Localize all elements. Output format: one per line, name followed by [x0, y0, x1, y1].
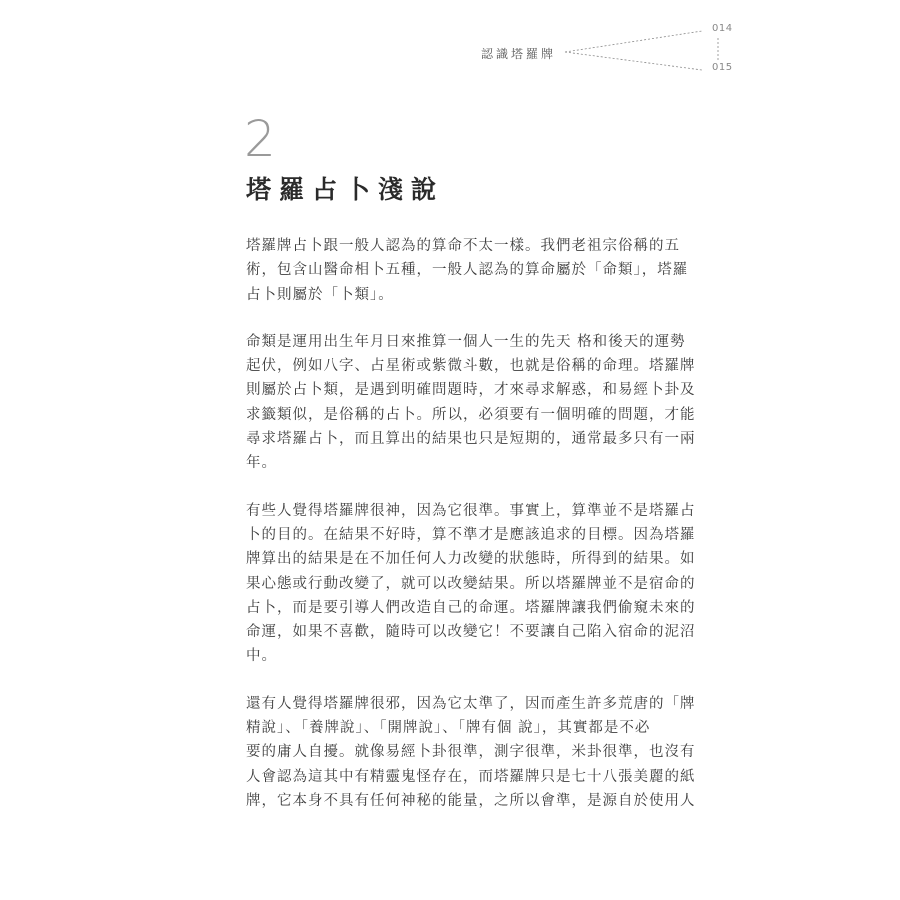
text-line: 占卜，而是要引導人們改造自己的命運。塔羅牌讓我們偷窺未來的: [246, 599, 696, 616]
page-number-right: 015: [712, 62, 733, 73]
text-line: 牌算出的結果是在不加任何人力改變的狀態時，所得到的結果。如: [246, 551, 696, 568]
text-line: 果心態或行動改變了，就可以改變結果。所以塔羅牌並不是宿命的: [246, 575, 696, 592]
text-line: 還有人覺得塔羅牌很邪，因為它太準了，因而產生許多荒唐的「牌: [246, 695, 696, 712]
text-line: 中。: [246, 648, 277, 665]
chapter-number: 2: [244, 110, 276, 168]
running-head-title: 認識塔羅牌: [481, 47, 557, 61]
text-line: 起伏，例如八字、占星術或紫微斗數，也就是俗稱的命理。塔羅牌: [246, 358, 696, 375]
paragraph: [246, 234, 689, 307]
text-line: 塔羅牌占卜跟一般人認為的算命不太一樣。我們老祖宗俗稱的五: [246, 238, 680, 254]
text-line: 牌，它本身不具有任何神秘的能量，之所以會準，是源自於使用人: [246, 792, 696, 809]
text-line: 人會認為這其中有精靈鬼怪存在，而塔羅牌只是七十八張美麗的紙: [246, 768, 696, 785]
body-text: [246, 234, 696, 836]
page-number-left: 014: [712, 23, 733, 34]
text-line: 要的庸人自擾。就像易經卜卦很準，測字很準，米卦很準，也沒有: [246, 744, 696, 761]
folio-line-upper: [565, 31, 702, 52]
text-line: 命運，如果不喜歡，隨時可以改變它！不要讓自己陷入宿命的泥沼: [246, 624, 696, 641]
paragraph: [246, 692, 696, 813]
text-line: 命類是運用出生年月日來推算一個人一生的先天 格和後天的運勢: [246, 333, 686, 350]
text-line: 年。: [246, 455, 277, 472]
text-line: 則屬於占卜類，是遇到明確問題時，才來尋求解惑，和易經卜卦及: [246, 382, 696, 399]
text-line: 占卜則屬於「卜類」。: [246, 286, 394, 303]
paragraph: [246, 499, 696, 669]
text-line: 求籤類似，是俗稱的占卜。所以，必須要有一個明確的問題，才能: [246, 406, 696, 423]
paragraph: [246, 330, 696, 476]
chapter-title: 塔羅占卜淺說: [246, 175, 445, 204]
text-line: 卜的目的。在結果不好時，算不準才是應該追求的目標。因為塔羅: [246, 526, 696, 543]
text-line: 精說」、「養牌說」、「開牌說」、「牌有個 說」，其實都是不必: [246, 720, 651, 737]
text-line: 尋求塔羅占卜，而且算出的結果也只是短期的，通常最多只有一兩: [246, 431, 696, 448]
folio-line-lower: [565, 52, 702, 70]
text-line: 有些人覺得塔羅牌很神，因為它很準。事實上，算準並不是塔羅占: [246, 502, 696, 519]
text-line: 術，包含山醫命相卜五種，一般人認為的算命屬於「命類」，塔羅: [246, 262, 689, 279]
